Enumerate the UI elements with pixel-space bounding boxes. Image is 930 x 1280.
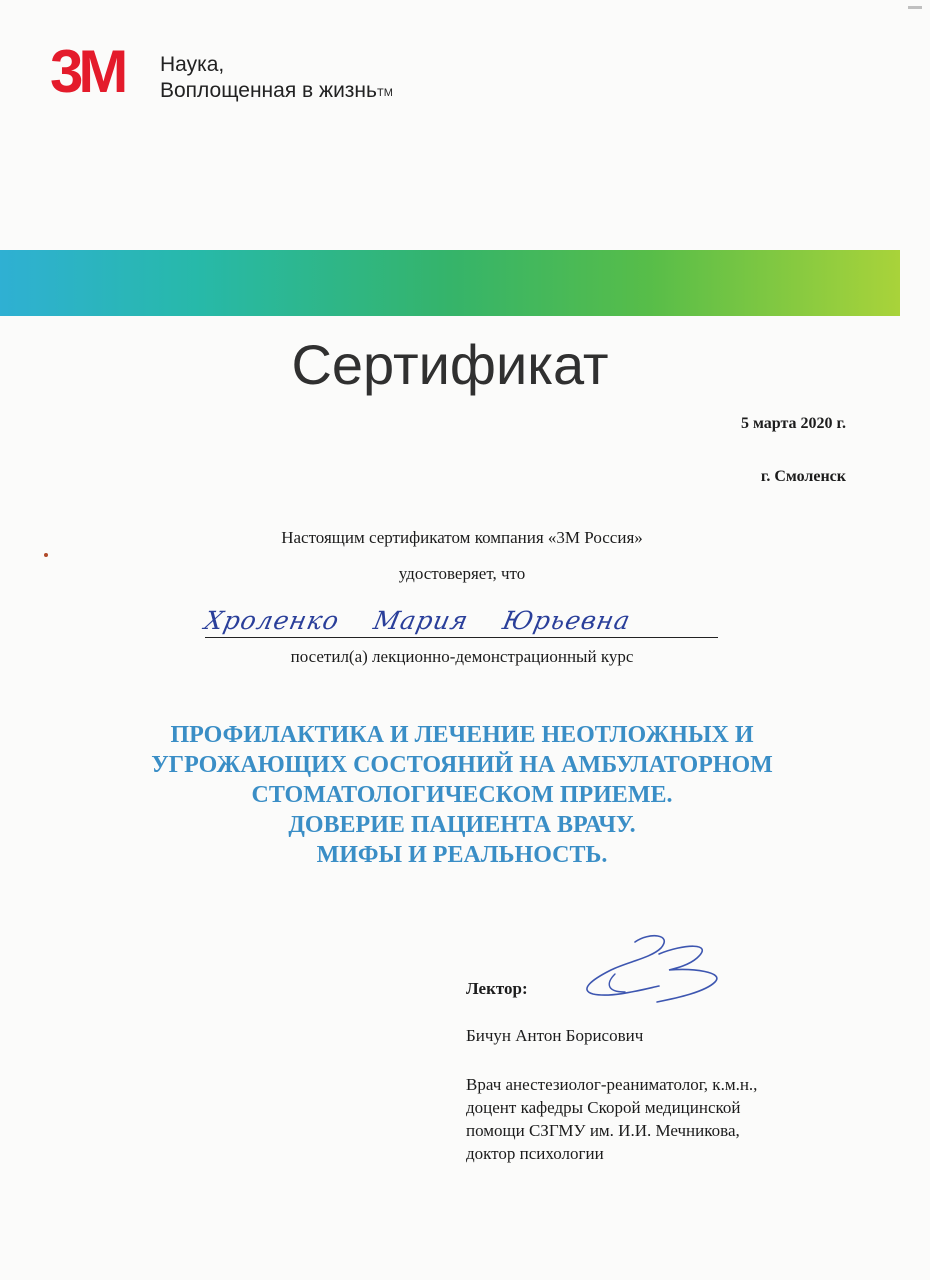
lector-name: Бичун Антон Борисович <box>466 1026 644 1045</box>
name-underline <box>205 637 718 638</box>
course-title-line: ДОВЕРИЕ ПАЦИЕНТА ВРАЧУ. <box>288 812 636 838</box>
course-title-line: СТОМАТОЛОГИЧЕСКОМ ПРИЕМЕ. <box>251 782 673 808</box>
lector-signature <box>565 928 735 1008</box>
intro-line-1: Настоящим сертификатом компания «3М Россия» <box>281 528 643 547</box>
course-title-line: ПРОФИЛАКТИКА И ЛЕЧЕНИЕ НЕОТЛОЖНЫХ И <box>170 722 754 748</box>
course-title-line: УГРОЖАЮЩИХ СОСТОЯНИЙ НА АМБУЛАТОРНОМ <box>151 752 773 778</box>
course-title-line: МИФЫ И РЕАЛЬНОСТЬ. <box>316 842 608 868</box>
certificate-date: 5 марта 2020 г. <box>741 415 846 432</box>
company-tagline <box>160 52 490 104</box>
tagline-line-2: Воплощенная в жизнь™ <box>160 79 393 102</box>
intro-line-2: удостоверяет, что <box>398 564 526 583</box>
recipient-name: Хроленко Мария Юрьевна <box>202 606 634 635</box>
lector-description <box>466 1073 906 1165</box>
lector-label: Лектор: <box>466 979 528 998</box>
scan-speck <box>44 553 48 557</box>
3m-logo: 3M <box>50 38 124 105</box>
attended-text: посетил(а) лекционно-демонстрационный курс <box>290 647 634 666</box>
lector-description-line: доцент кафедры Скорой медицинской <box>466 1098 741 1117</box>
gradient-banner <box>0 250 900 316</box>
lector-description-line: Врач анестезиолог-реаниматолог, к.м.н., <box>466 1075 758 1094</box>
certificate-title: Сертификат <box>291 333 609 396</box>
certificate-city: г. Смоленск <box>760 468 846 485</box>
lector-description-line: доктор психологии <box>466 1144 604 1163</box>
course-title <box>80 720 844 870</box>
trademark-sign: TM <box>376 87 393 99</box>
lector-description-line: помощи СЗГМУ им. И.И. Мечникова, <box>466 1121 740 1140</box>
tagline-line-1: Наука, <box>160 53 225 76</box>
scan-mark <box>908 6 922 9</box>
